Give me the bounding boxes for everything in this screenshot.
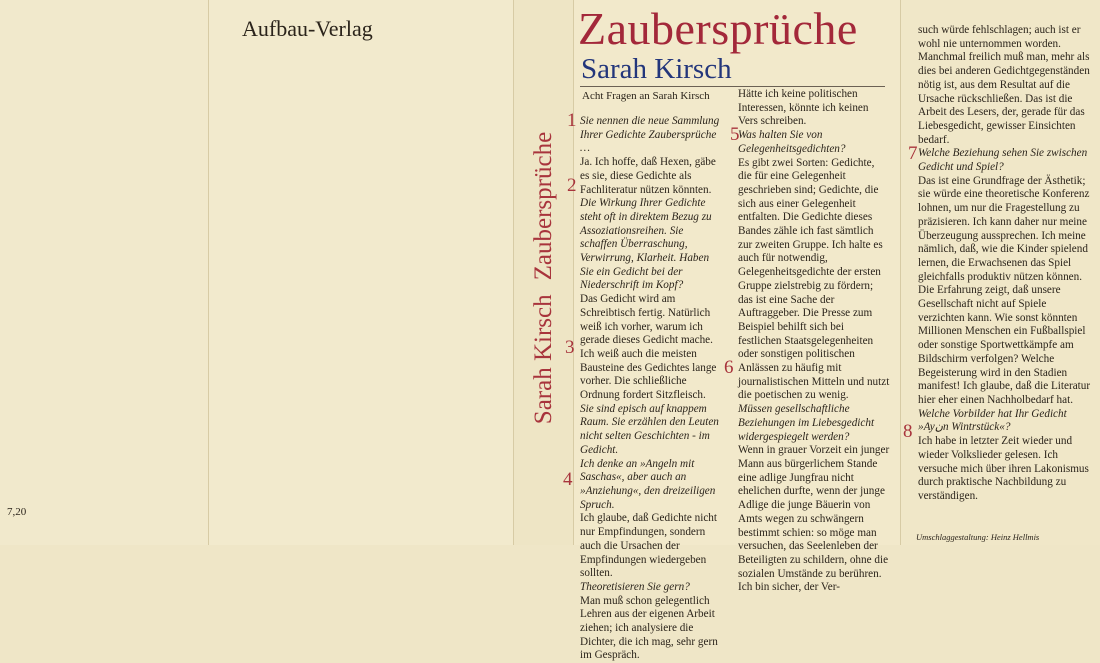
book-title: Zaubersprüche — [578, 3, 858, 54]
question: Welche Vorbilder hat Ihr Gedicht »Ayنn Wintrstück«? — [918, 407, 1067, 434]
answer: Das Gedicht wird am Schreibtisch fertig. Natürlich weiß ich vorher, warum ich gerade dieses Gedicht mache. Ich weiß auch die meisten Bausteine des Gedichtes lange vorher. Die schließliche Ordnung fordert Sitzfleisch. — [580, 293, 717, 402]
spine-text — [530, 125, 558, 431]
question-number: 5 — [730, 124, 740, 145]
question: Was halten Sie von Gelegenheitsgedichten? — [738, 129, 846, 155]
interview-column — [918, 24, 1092, 504]
answer: Ich glaube, daß Gedichte nicht nur Empfindungen, sondern auch die Ursachen der Empfindungen wiedergeben sollten. — [580, 512, 717, 580]
question: Sie sind episch auf knappem Raum. Sie erzählen den Leuten nicht selten Geschichten - im Gedicht. — [580, 402, 719, 456]
price-label: 7,20 — [7, 506, 27, 518]
answer: Es gibt zwei Sorten: Gedichte, die für eine Gelegenheit geschrieben sind; Gedichte, die sich aus einer Gelegenheit entfalten. Die Gedichte dieses Bandes zähle ich fast sämtlich zur zweiten Gruppe. Ich halte es auch für notwendig, Gelegenheitsgedichte der ersten Gruppe zielstrebig zu fördern; das ist eine Sache der Auftraggeber. Die Presse zum Beispiel behilft sich bei festlichen Staatsgelegenheiten oder sonstigen politischen Anlässen zu häufig mit journalistischen Mitteln und nutzt die poetischen zu wenig. — [738, 156, 890, 402]
left-flap — [0, 0, 208, 545]
fold-line — [573, 0, 574, 545]
question: Ich denke an »Angeln mit Saschas«, aber auch an »Anziehung«, den dreizeiligen Spruch. — [580, 457, 716, 511]
question-number: 2 — [567, 175, 577, 196]
fold-line — [513, 0, 514, 545]
question-number: 3 — [565, 337, 575, 358]
question: Sie nennen die neue Sammlung Ihrer Gedichte Zaubersprüche … — [580, 115, 720, 155]
answer: Das ist eine Grundfrage der Ästhetik; sie würde eine theoretische Konferenz lohnen, um nur die Fragestellung zu präzisieren. Ich kann daher nur meine Überzeugung aussprechen. Ich meine nämlich, daß, wie die Kinder spielend lernen, die Erwachsenen das Spiel gleichfalls produktiv nützen können. Die Erfahrung zeigt, daß unsere Gesellschaft nicht auf Spiele verzichten kann. Wie sonst könnten Millionen Menschen ein Fußballspiel oder sonstige Sportwettkämpfe am Bildschirm verfolgen? Welche Begeisterung wird in den Stadien manifest! Ich glaube, daß die Literatur hier eher einen Nachholbedarf hat. — [918, 174, 1091, 406]
back-cover — [208, 0, 513, 545]
book-author: Sarah Kirsch — [581, 53, 732, 85]
question: Theoretisieren Sie gern? — [580, 580, 690, 593]
question-number: 8 — [903, 421, 913, 442]
question: Welche Beziehung sehen Sie zwischen Gedicht und Spiel? — [918, 147, 1088, 174]
interview-column — [580, 115, 723, 663]
answer: Ja. Ich hoffe, daß Hexen, gäbe es sie, diese Gedichte als Fachliteratur nützen könnten. — [580, 156, 716, 196]
spine-title: Zaubersprüche — [530, 131, 557, 281]
question-number: 6 — [724, 357, 734, 378]
answer: such würde fehlschlagen; auch ist er wohl nie unternommen worden. Manchmal freilich muß man, mehr als dies bei anderen Gedichtgegenständen nötig ist, aus dem Resultat auf die Ursache rückschließen. Das ist die Arbeit des Lesers, der, gerade für das Liebesgedicht, gewisser Einsichten bedarf. — [918, 24, 1090, 146]
answer: Ich habe in letzter Zeit wieder und wieder Volkslieder gelesen. Ich versuche mich über ihren Lakonismus durch praktische Nachbildung zu verständigen. — [918, 435, 1089, 502]
question: Müssen gesellschaftliche Beziehungen im Liebesgedicht widergespiegelt werden? — [738, 403, 875, 443]
title-rule — [580, 86, 885, 87]
fold-line — [208, 0, 209, 545]
question-number: 4 — [563, 469, 573, 490]
answer: Man muß schon gelegentlich Lehren aus der eigenen Arbeit ziehen; ich analysiere die Dichter, die ich mag, sehr gern im Gespräch. — [580, 594, 718, 662]
interview-heading: Acht Fragen an Sarah Kirsch — [582, 90, 710, 102]
answer: Hätte ich keine politischen Interessen, könnte ich keinen Vers schreiben. — [738, 88, 869, 128]
publisher-name: Aufbau-Verlag — [242, 16, 373, 41]
answer: Wenn in grauer Vorzeit ein junger Mann aus bürgerlichem Stande eine adlige Jungfrau nicht ehelichen durfte, wenn der junge Adlige die junge Bäuerin von Amts wegen zu schwängern bestimmt schien: so möge man versuchen, das Seelenleben der Beteiligten zu schildern, ohne die sozialen Umstände zu berühren. Ich bin sicher, der Ver- — [738, 444, 890, 594]
question-number: 7 — [908, 143, 918, 164]
interview-column — [738, 88, 890, 595]
cover-design-credit: Umschlaggestaltung: Heinz Hellmis — [916, 532, 1040, 542]
question-number: 1 — [567, 110, 577, 131]
question: Die Wirkung Ihrer Gedichte steht oft in direktem Bezug zu Assoziationsreihen. Sie schaffen Überraschung, Verwirrung, Klarheit. Haben Sie ein Gedicht bei der Niederschrift im Kopf? — [580, 197, 712, 292]
spine-author: Sarah Kirsch — [530, 294, 557, 425]
fold-line — [900, 0, 901, 545]
